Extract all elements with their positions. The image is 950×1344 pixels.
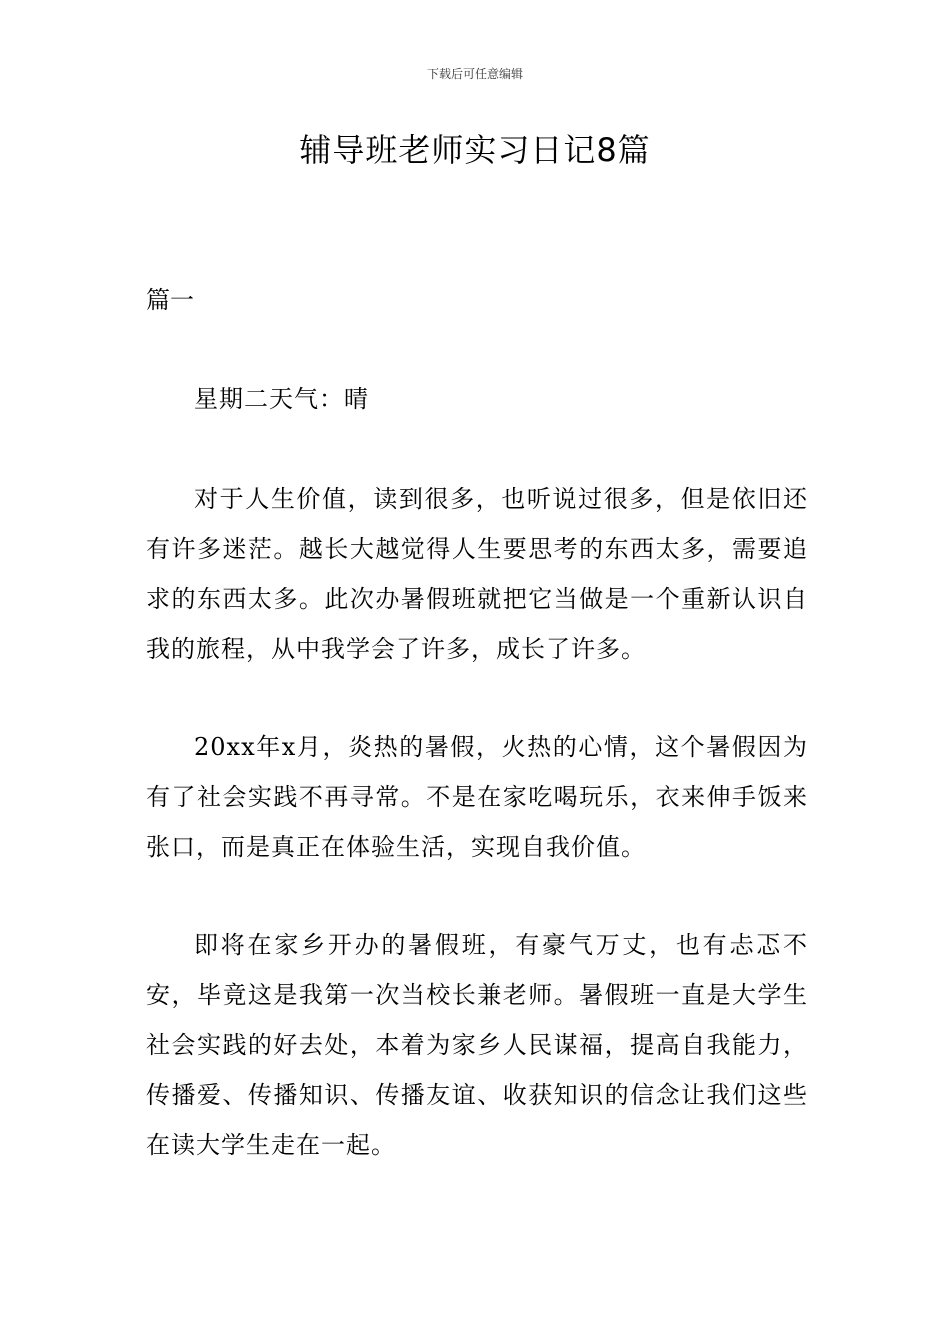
- diary-date-weather: 星期二天气：晴: [194, 385, 369, 413]
- header-note: 下载后可任意编辑: [426, 67, 523, 81]
- paragraph: 20xx年x月，炎热的暑假，火热的心情，这个暑假因为有了社会实践不再寻常。不是在家吃喝玩乐，衣来伸手饭来张口，而是真正在体验生活，实现自我价值。: [146, 733, 808, 861]
- paragraph: 即将在家乡开办的暑假班，有豪气万丈，也有忐忑不安，毕竟这是我第一次当校长兼老师。暑假班一直是大学生社会实践的好去处，本着为家乡人民谋福，提高自我能力，传播爱、传播知识、传播友谊、收获知识的信念让我们这些在读大学生走在一起。: [146, 931, 808, 1159]
- section-label: 篇一: [146, 286, 194, 314]
- document-title: 辅导班老师实习日记8篇: [299, 131, 651, 169]
- paragraph: 对于人生价值，读到很多，也听说过很多，但是依旧还有许多迷茫。越长大越觉得人生要思考的东西太多，需要追求的东西太多。此次办暑假班就把它当做是一个重新认识自我的旅程，从中我学会了许多，成长了许多。: [146, 485, 808, 663]
